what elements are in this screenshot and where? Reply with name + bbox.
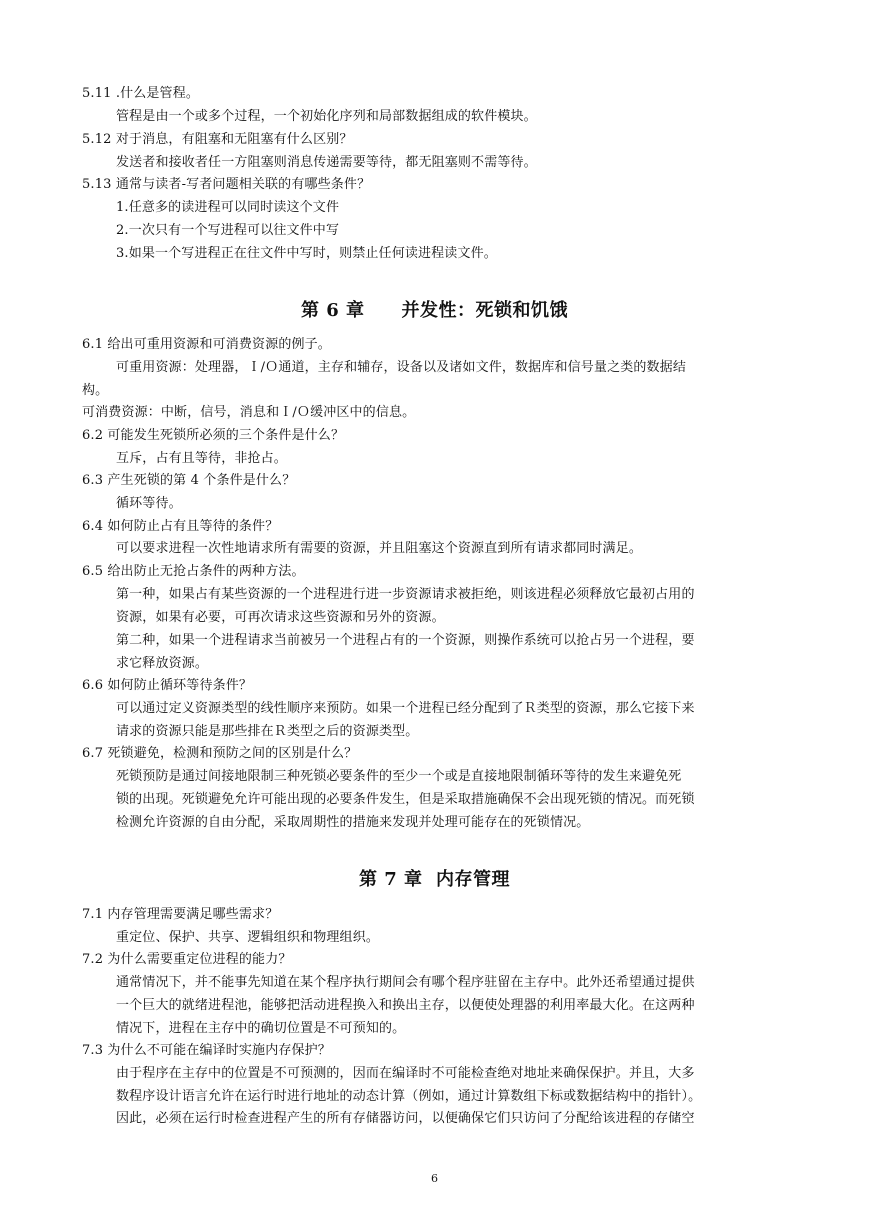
answer-5-11: 管程是由一个或多个过程，一个初始化序列和局部数据组成的软件模块。 (116, 109, 537, 124)
answer-6-5-line-4: 求它释放资源。 (116, 656, 209, 671)
answer-5-13-line-3: 3.如果一个写进程正在往文件中写时，则禁止任何读进程读文件。 (116, 246, 497, 261)
answer-6-4: 可以要求进程一次性地请求所有需要的资源，并且阻塞这个资源直到所有请求都同时满足。 (116, 541, 643, 556)
question-6-6: 6.6 如何防止循环等待条件？ (82, 678, 253, 693)
answer-5-13-line-2: 2.一次只有一个写进程可以往文件中写 (116, 223, 340, 238)
answer-6-7-line-2: 锁的出现。死锁避免允许可能出现的必要条件发生，但是采取措施确保不会出现死锁的情况。而死锁 (116, 792, 695, 807)
answer-7-2-line-2: 一个巨大的就绪进程池，能够把活动进程换入和换出主存，以便使处理器的利用率最大化。在这两种 (116, 998, 695, 1013)
question-7-1: 7.1 内存管理需要满足哪些需求？ (82, 907, 279, 922)
answer-7-3-line-1: 由于程序在主存中的位置是不可预测的，因而在编译时不可能检查绝对地址来确保保护。并且，大多 (116, 1066, 695, 1081)
page-number: 6 (431, 1172, 438, 1185)
question-5-13: 5.13 通常与读者-写者问题相关联的有哪些条件？ (82, 177, 371, 192)
question-6-4: 6.4 如何防止占有且等待的条件？ (82, 519, 279, 534)
answer-6-2: 互斥，占有且等待，非抢占。 (116, 451, 287, 466)
answer-7-1: 重定位、保护、共享、逻辑组织和物理组织。 (116, 930, 380, 945)
answer-5-12: 发送者和接收者任一方阻塞则消息传递需要等待，都无阻塞则不需等待。 (116, 155, 537, 170)
answer-6-7-line-3: 检测允许资源的自由分配，采取周期性的措施来发现并处理可能存在的死锁情况。 (116, 815, 590, 830)
question-7-3: 7.3 为什么不可能在编译时实施内存保护？ (82, 1043, 331, 1058)
answer-5-13-line-1: 1.任意多的读进程可以同时读这个文件 (116, 200, 340, 215)
answer-6-5-line-1: 第一种，如果占有某些资源的一个进程进行进一步资源请求被拒绝，则该进程必须释放它最初占用的 (116, 587, 695, 602)
answer-7-3-line-3: 因此，必须在运行时检查进程产生的所有存储器访问，以便确保它们只访问了分配给该进程的存储空 (116, 1111, 695, 1126)
answer-6-7-line-1: 死锁预防是通过间接地限制三种死锁必要条件的至少一个或是直接地限制循环等待的发生来避免死 (116, 769, 682, 784)
answer-7-2-line-3: 情况下，进程在主存中的确切位置是不可预知的。 (116, 1021, 406, 1036)
answer-6-6-line-1: 可以通过定义资源类型的线性顺序来预防。如果一个进程已经分配到了Ｒ类型的资源，那么它接下来 (116, 701, 695, 716)
answer-6-1-line-2: 构。 (82, 383, 109, 398)
answer-6-3: 循环等待。 (116, 496, 182, 511)
answer-6-5-line-2: 资源，如果有必要，可再次请求这些资源和另外的资源。 (116, 610, 445, 625)
question-6-1: 6.1 给出可重用资源和可消费资源的例子。 (82, 337, 331, 352)
question-5-11: 5.11 .什么是管程。 (82, 86, 200, 101)
question-6-7: 6.7 死锁避免，检测和预防之间的区别是什么？ (82, 746, 358, 761)
question-6-3: 6.3 产生死锁的第 4 个条件是什么？ (82, 473, 296, 488)
answer-7-3-line-2: 数程序设计语言允许在运行时进行地址的动态计算（例如，通过计算数组下标或数据结构中的指针）。 (116, 1089, 702, 1104)
answer-7-2-line-1: 通常情况下，并不能事先知道在某个程序执行期间会有哪个程序驻留在主存中。此外还希望通过提供 (116, 975, 695, 990)
chapter-6-heading: 第 6 章 并发性：死锁和饥饿 (300, 300, 569, 321)
question-6-5: 6.5 给出防止无抢占条件的两种方法。 (82, 564, 305, 579)
question-6-2: 6.2 可能发生死锁所必须的三个条件是什么？ (82, 428, 345, 443)
question-7-2: 7.2 为什么需要重定位进程的能力？ (82, 952, 292, 967)
answer-6-6-line-2: 请求的资源只能是那些排在Ｒ类型之后的资源类型。 (116, 724, 419, 739)
answer-6-5-line-3: 第二种，如果一个进程请求当前被另一个进程占有的一个资源，则操作系统可以抢占另一个进程，要 (116, 633, 695, 648)
question-5-12: 5.12 对于消息，有阻塞和无阻塞有什么区别？ (82, 132, 353, 147)
chapter-7-heading: 第 7 章 内存管理 (358, 869, 511, 890)
answer-6-1-line-1: 可重用资源：处理器，Ｉ/Ｏ通道，主存和辅存，设备以及诸如文件，数据库和信号量之类的数据结 (116, 360, 686, 375)
answer-6-1-line-3: 可消费资源：中断，信号，消息和Ｉ/Ｏ缓冲区中的信息。 (82, 405, 416, 420)
